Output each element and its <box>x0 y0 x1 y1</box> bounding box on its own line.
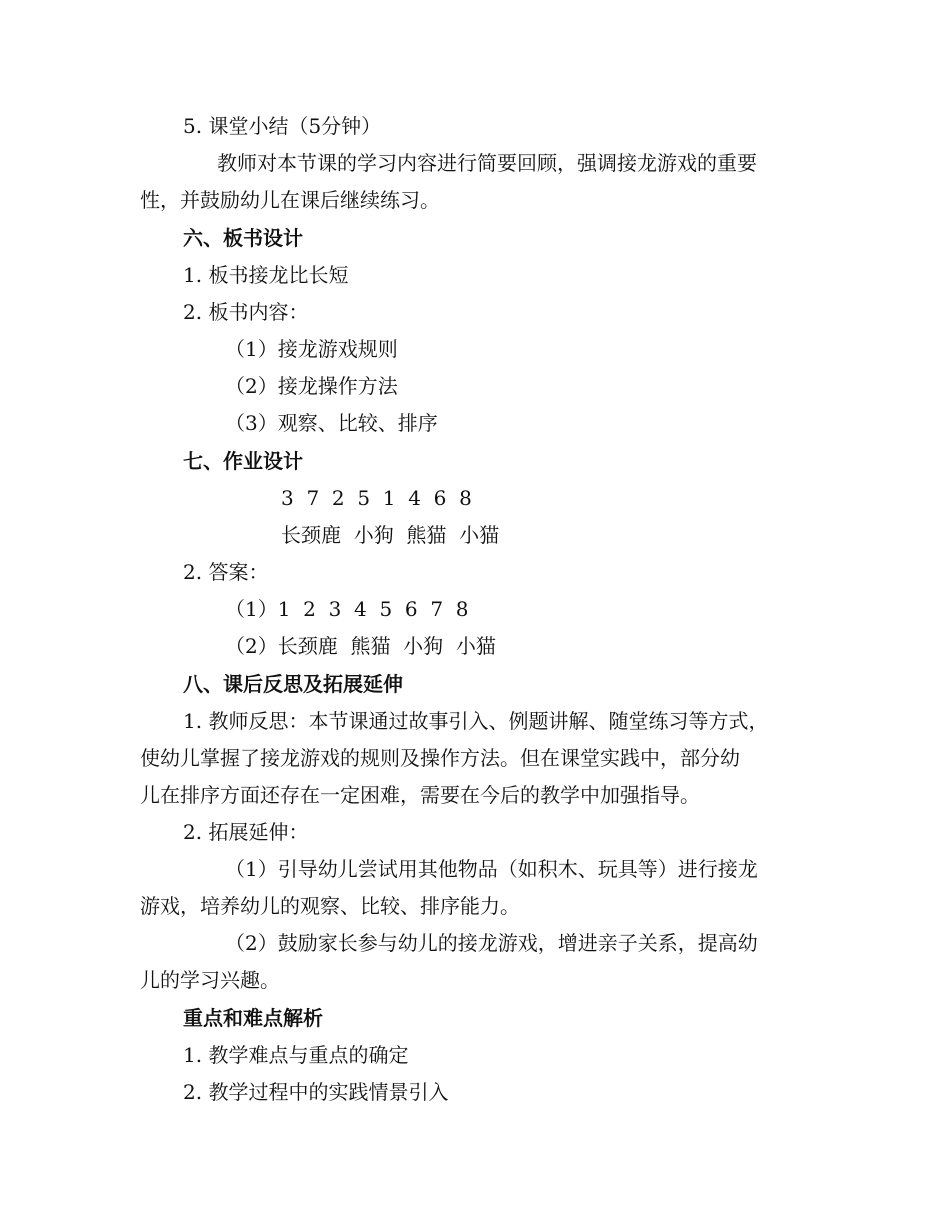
summary-item-title: 5. 课堂小结（5分钟） <box>183 114 382 138</box>
board-item: 1. 板书接龙比长短 <box>183 263 349 287</box>
board-subitem: （3）观察、比较、排序 <box>225 411 438 435</box>
analysis-item: 2. 教学过程中的实践情景引入 <box>183 1080 449 1104</box>
extension-paragraph-line: 游戏，培养幼儿的观察、比较、排序能力。 <box>140 894 520 918</box>
analysis-item: 1. 教学难点与重点的确定 <box>183 1043 409 1067</box>
section-heading-analysis: 重点和难点解析 <box>183 1006 323 1030</box>
section-heading-homework: 七、作业设计 <box>183 449 303 473</box>
answers-label: 2. 答案： <box>183 560 269 584</box>
reflection-paragraph-line: 儿在排序方面还存在一定困难，需要在今后的教学中加强指导。 <box>140 783 700 807</box>
summary-paragraph-line: 性，并鼓励幼儿在课后继续练习。 <box>140 188 440 212</box>
board-subitem: （1）接龙游戏规则 <box>225 337 398 361</box>
board-subitem: （2）接龙操作方法 <box>225 374 398 398</box>
section-heading-reflection: 八、课后反思及拓展延伸 <box>183 672 403 696</box>
answer-line: （2）长颈鹿 熊猫 小狗 小猫 <box>225 634 496 658</box>
homework-numbers: 3 7 2 5 1 4 6 8 <box>281 486 472 510</box>
extension-paragraph-line: 儿的学习兴趣。 <box>140 968 280 992</box>
summary-paragraph-line: 教师对本节课的学习内容进行简要回顾，强调接龙游戏的重要 <box>217 151 757 175</box>
board-item: 2. 板书内容： <box>183 300 309 324</box>
answer-line: （1）1 2 3 4 5 6 7 8 <box>225 597 469 621</box>
extension-label: 2. 拓展延伸： <box>183 820 309 844</box>
homework-animals: 长颈鹿 小狗 熊猫 小猫 <box>281 523 500 547</box>
extension-paragraph-line: （1）引导幼儿尝试用其他物品（如积木、玩具等）进行接龙 <box>225 857 758 881</box>
reflection-paragraph-line: 使幼儿掌握了接龙游戏的规则及操作方法。但在课堂实践中，部分幼 <box>140 746 740 770</box>
extension-paragraph-line: （2）鼓励家长参与幼儿的接龙游戏，增进亲子关系，提高幼 <box>225 931 758 955</box>
section-heading-board: 六、板书设计 <box>183 226 303 250</box>
reflection-paragraph-line: 1. 教师反思：本节课通过故事引入、例题讲解、随堂练习等方式， <box>183 709 769 733</box>
